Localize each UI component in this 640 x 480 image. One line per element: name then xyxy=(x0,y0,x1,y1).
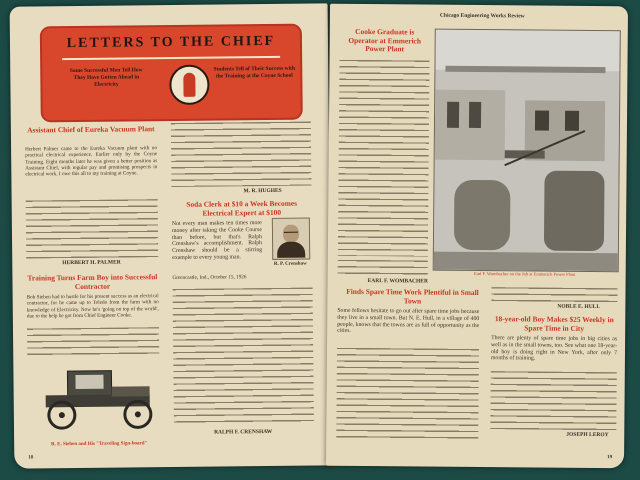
article-signature: EARL F. WOMBACHER xyxy=(367,278,428,285)
article-intro: Not every man makes ten times more money after taking the Cooke Course than before, but that's Ralph Crenshaw's accomplishment. Ralph Crenshaw should be a stirring example to every young man. xyxy=(171,220,263,261)
right-page xyxy=(326,4,628,469)
article-body-text xyxy=(26,199,159,258)
article-body-text xyxy=(338,260,428,277)
power-plant-photo xyxy=(433,29,621,273)
portrait-caption: R. P. Crenshaw xyxy=(273,261,307,267)
article-body-text xyxy=(490,371,617,430)
article-signature: RALPH F. CRENSHAW xyxy=(214,428,273,436)
article-body-text xyxy=(171,122,312,187)
article-headline: 18-year-old Boy Makes $25 Weekly in Spare Time in City xyxy=(494,314,614,333)
article-signature: JOSEPH LEROY xyxy=(566,431,609,439)
car-illustration xyxy=(27,360,170,439)
page-number: 18 xyxy=(28,455,34,461)
car-caption: R. E. Sieben and His "Traveling Sign-board" xyxy=(50,441,148,448)
chief-medallion xyxy=(169,65,209,105)
article-intro: Herbert Palmer came to the Eureka Vacuum plant with no practical electrical experience. Earlier only by the Coyne Training. Eight months later he was given a better position as Assistant Chief, with regular pay and promising prospects in electrical work. I owe this all to my training at Coyne. xyxy=(25,145,158,178)
banner-title: LETTERS TO THE CHIEF xyxy=(66,33,276,52)
article-signature: M. R. HUGHES xyxy=(243,187,282,195)
article-body-text xyxy=(338,60,430,257)
article-signature: NOBLE E. HULL xyxy=(557,303,601,311)
running-head: Chicago Engineering Works Review xyxy=(439,12,525,20)
portrait-photo xyxy=(272,218,310,260)
article-intro: Some fellows hesitate to go out after spare time jobs because they live in a small town. But N. E. Hull, in a village of 400 people, knows that the towns are as full of opportunity as the cities. xyxy=(337,307,480,335)
article-body-text xyxy=(27,327,159,358)
article-headline: Cooke Graduate is Operator at Emmerich Power Plant xyxy=(348,26,422,54)
article-body-text xyxy=(173,288,314,427)
article-intro: Bob Sieben had to hustle for his present success as an electrical contractor, for he came up to Toledo from the farm with no knowledge of Electricity. Now he's 'going on top of the world', due to the help he got from Chief Engineer Cooke. xyxy=(26,293,159,320)
article-body-text xyxy=(491,287,617,302)
article-intro: There are plenty of spare time jobs in big cities as well as in the small towns, too. See what one 18-year-old boy is doing right in New York, after only 7 months of training. xyxy=(490,335,618,362)
banner-rule xyxy=(62,56,280,60)
banner-subtitle-right: Students Tell of Their Success with the Training at the Coyne School xyxy=(213,65,296,80)
page-number: 19 xyxy=(607,455,613,461)
letters-banner xyxy=(40,24,303,123)
banner-subtitle-left: Some Successful Men Tell How They Have Gotten Ahead in Electricity xyxy=(69,67,143,88)
left-page xyxy=(10,3,333,468)
article-dateline: Greencastle, Ind., October 15, 1926 xyxy=(172,274,247,281)
article-headline: Assistant Chief of Eureka Vacuum Plant xyxy=(27,124,155,135)
article-signature: HERBERT H. PALMER xyxy=(62,259,121,267)
article-body-text xyxy=(336,348,479,441)
article-headline: Training Turns Farm Boy into Successful Contractor xyxy=(27,272,158,291)
photo-caption: Earl F. Wombacher on the Job at Emmerich Power Plant xyxy=(473,270,576,277)
article-headline: Finds Spare Time Work Plentiful in Small Town xyxy=(346,286,479,306)
article-headline: Soda Clerk at $10 a Week Becomes Electrical Expert at $100 xyxy=(186,198,298,218)
